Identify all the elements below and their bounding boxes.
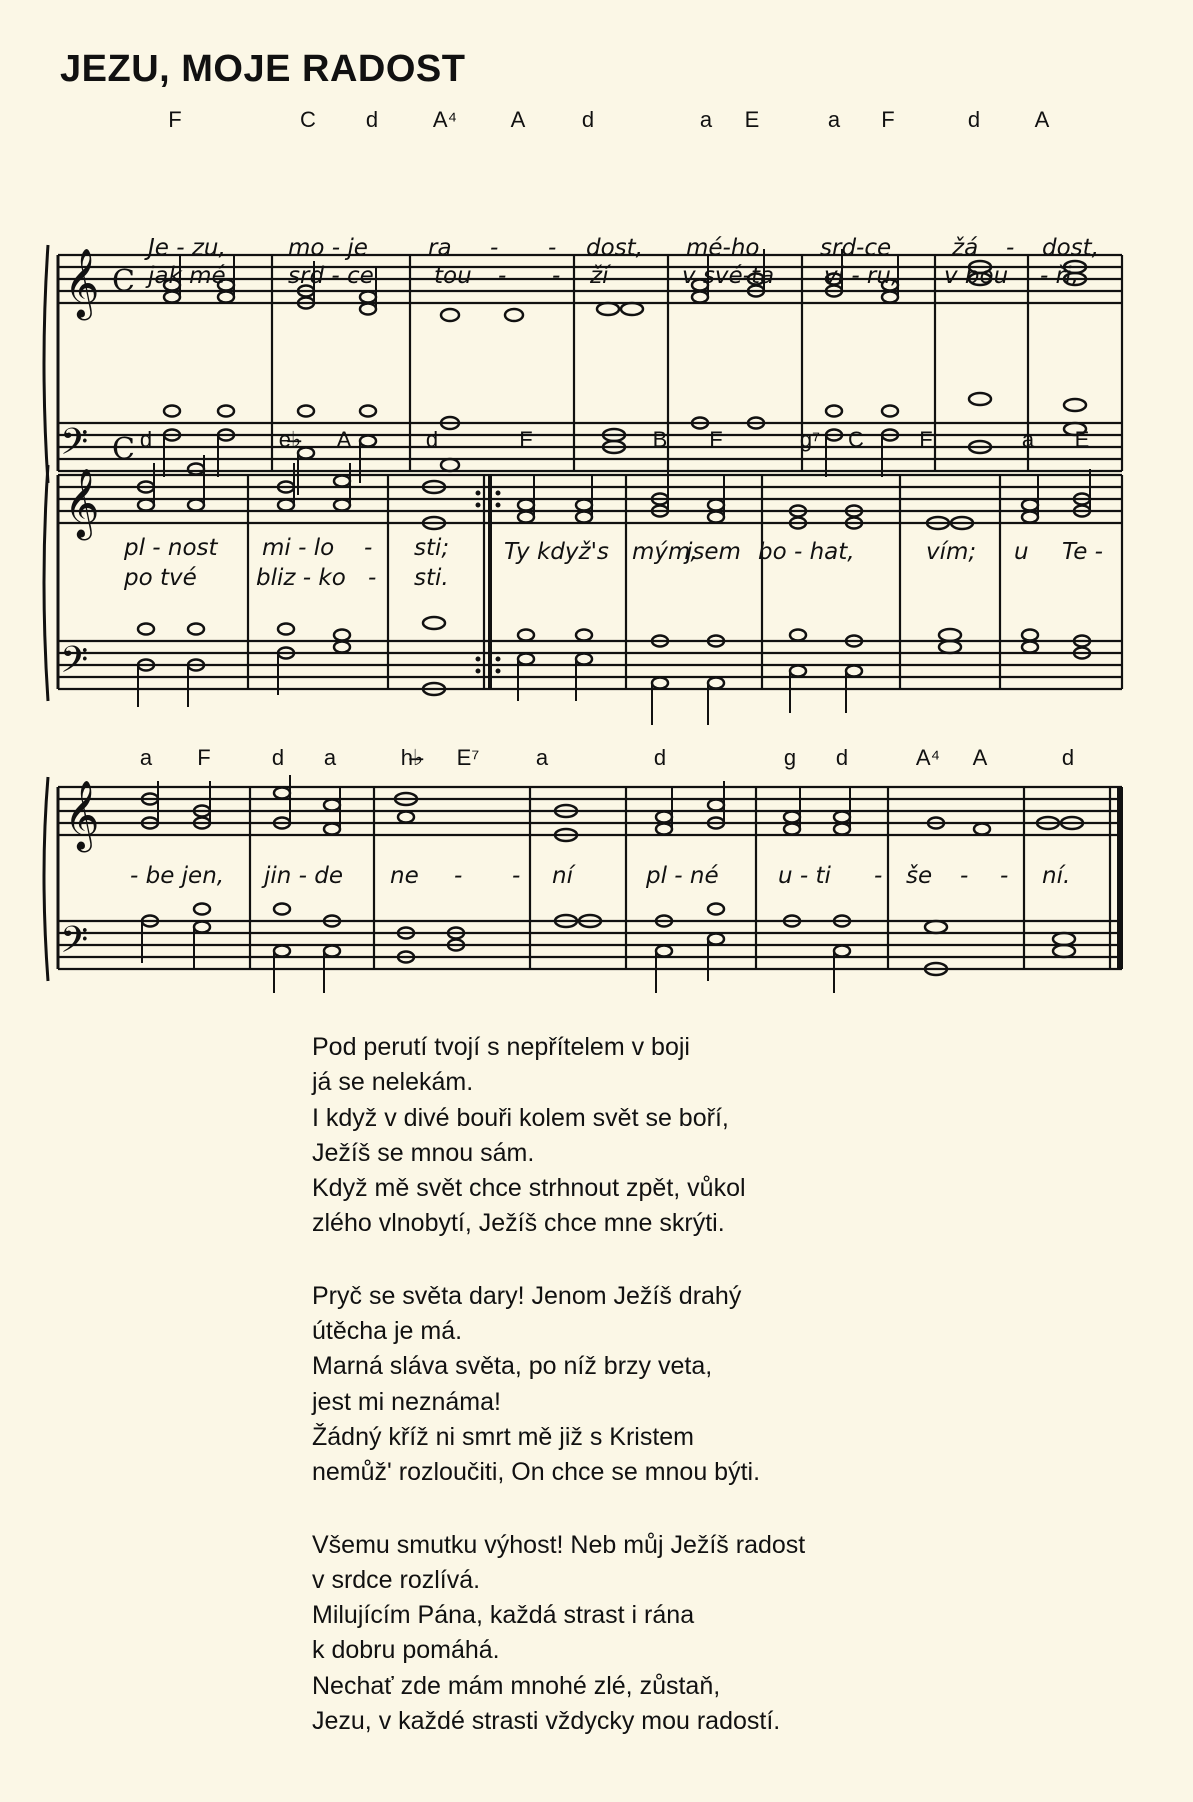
chord-symbol: C <box>300 107 316 132</box>
chord-symbol: a <box>535 745 549 770</box>
chord-symbol: a <box>827 107 841 132</box>
lyric-syllable: mým, <box>632 539 698 565</box>
lyric-syllable: dost, <box>1042 235 1099 261</box>
chord-symbol: h♭̶ <box>400 745 424 770</box>
music-system-3 <box>0 745 1193 1015</box>
lyric-syllable: - <box>364 535 373 561</box>
verse-line: Pod perutí tvojí s nepřítelem v boji <box>312 1033 690 1061</box>
chord-symbol: A <box>510 107 526 132</box>
lyric-syllable: Je - zu, <box>148 235 226 261</box>
verse-line: Marná sláva světa, po níž brzy veta, <box>312 1352 713 1381</box>
lyric-syllable: še <box>906 863 933 889</box>
verse-line: Milujícím Pána, každá strast i rána <box>312 1601 695 1630</box>
song-title: JEZU, MOJE RADOST <box>60 48 466 90</box>
chord-symbol: d <box>425 427 439 452</box>
verse-line: zlého vlnobytí, Ježíš chce mne skrýti. <box>312 1209 725 1238</box>
chord-symbol: a <box>323 745 337 770</box>
svg-text:𝄞: 𝄞 <box>64 780 100 850</box>
chord-symbol: C <box>848 427 864 452</box>
lyric-syllable: - <box>552 263 561 289</box>
lyric-syllable: - <box>498 263 507 289</box>
verse-line: Když mě svět chce strhnout zpět, vůkol <box>312 1174 746 1203</box>
svg-text:𝄞: 𝄞 <box>64 468 100 538</box>
chord-symbol: a <box>139 745 153 770</box>
svg-text:C: C <box>112 264 135 299</box>
chord-symbol: d <box>967 107 981 132</box>
verse-line: I když v divé bouři kolem svět se boří, <box>312 1103 729 1132</box>
lyric-syllable: v bou <box>944 263 1009 289</box>
lyric-syllable: srd - ce <box>288 263 374 289</box>
lyric-syllable: - <box>874 863 883 889</box>
lyric-syllable: - <box>1000 863 1009 889</box>
verse-line: jest mi neznáma! <box>312 1387 501 1416</box>
svg-text:𝄢: 𝄢 <box>60 421 89 472</box>
lyric-syllable: mi - lo <box>262 535 335 561</box>
lyric-syllable: - <box>1006 235 1015 261</box>
lyric-syllable: - <box>548 235 557 261</box>
verse-line: Všemu smutku výhost! Neb můj Ježíš radost <box>312 1530 806 1559</box>
lyric-syllable: jsem <box>686 539 741 565</box>
verse-line: Jezu, v každé strasti vždycky mou radostí. <box>312 1707 781 1736</box>
lyric-syllable: tou <box>434 263 472 289</box>
verse-line: Pryč se světa dary! Jenom Ježíš drahý <box>312 1281 742 1310</box>
music-system-2 <box>0 425 1193 705</box>
lyric-syllable: po tvé <box>124 565 197 591</box>
chord-symbol: d <box>139 427 153 452</box>
chord-symbol: g <box>783 745 797 770</box>
lyric-syllable: pl - né <box>646 863 719 889</box>
svg-text:𝄞: 𝄞 <box>64 248 100 318</box>
lyric-syllable: u <box>1014 539 1029 565</box>
lyric-syllable: bliz - ko <box>256 565 346 591</box>
chord-symbol: F <box>519 427 533 452</box>
chord-symbol: E <box>1074 427 1090 452</box>
lyric-syllable: vím; <box>926 539 977 565</box>
chord-symbol: F <box>168 107 182 132</box>
chord-symbol: a <box>699 107 713 132</box>
chord-symbol: d <box>835 745 849 770</box>
stanza-3 <box>312 1528 1012 1740</box>
verse-line: Ježíš se mnou sám. <box>312 1138 535 1167</box>
chord-symbol: A <box>1034 107 1050 132</box>
chord-symbol: B <box>652 427 668 452</box>
lyric-syllable: pl - nost <box>124 535 218 561</box>
verse-line: Žádný kříž ni smrt mě již s Kristem <box>312 1422 694 1451</box>
chord-symbol: A⁴ <box>915 745 941 770</box>
stanza-2 <box>312 1279 1012 1491</box>
lyric-syllable: vi - ru, <box>824 263 899 289</box>
verse-line: Nechať zde mám mnohé zlé, zůstaň, <box>312 1671 721 1700</box>
chord-symbol: F <box>709 427 723 452</box>
lyric-syllable: srd-ce <box>820 235 892 261</box>
lyric-syllable: Ty když's <box>504 539 609 565</box>
lyric-syllable: ra <box>428 235 452 261</box>
lyric-syllable: sti; <box>414 535 450 561</box>
chord-symbol: F <box>881 107 895 132</box>
lyric-syllable: žá <box>952 235 979 261</box>
stanza-1 <box>312 1030 1012 1242</box>
lyric-syllable: ne <box>390 863 419 889</box>
chord-symbol: d <box>1061 745 1075 770</box>
svg-text:𝄢: 𝄢 <box>60 919 89 970</box>
verse-line: v srdce rozlívá. <box>312 1565 481 1594</box>
chord-symbol: A⁴ <box>432 107 458 132</box>
lyric-syllable: mo - je <box>288 235 368 261</box>
chord-symbol: E <box>744 107 760 132</box>
lyric-syllable: u - ti <box>778 863 831 889</box>
verse-line: já se nelekám. <box>312 1068 474 1097</box>
lyric-syllable: Te - <box>1062 539 1103 565</box>
lyric-syllable: bo - hat, <box>758 539 855 565</box>
lyric-syllable: - <box>490 235 499 261</box>
verses-block <box>312 1030 1012 1776</box>
lyric-syllable: - <box>368 565 377 591</box>
lyric-syllable: jak mé <box>148 263 226 289</box>
lyric-syllable: ní. <box>1042 863 1071 889</box>
chord-symbol: d <box>581 107 595 132</box>
lyric-syllable: - be jen, <box>130 863 225 889</box>
lyric-syllable: ží <box>590 263 609 289</box>
chord-symbol: a <box>1021 427 1035 452</box>
lyric-syllable: mé-ho <box>686 235 760 261</box>
verse-line: útěcha je má. <box>312 1317 463 1346</box>
verse-line: nemůž' rozloučiti, On chce se mnou býti. <box>312 1458 761 1487</box>
lyric-syllable: sti. <box>414 565 449 591</box>
chord-symbol: A <box>336 427 352 452</box>
lyric-syllable: v své-ta <box>682 263 775 289</box>
verse-line: k dobru pomáhá. <box>312 1636 500 1665</box>
svg-text:𝄢: 𝄢 <box>60 639 89 690</box>
lyric-syllable: ní <box>552 863 573 889</box>
lyric-syllable: dost, <box>586 235 643 261</box>
svg-text:C: C <box>112 432 135 467</box>
chord-symbol: g⁷ <box>799 427 821 452</box>
chord-symbol: F <box>197 745 211 770</box>
chord-symbol: d <box>271 745 285 770</box>
lyric-syllable: - <box>512 863 521 889</box>
chord-symbol: d <box>653 745 667 770</box>
chord-symbol: d <box>365 107 379 132</box>
lyric-syllable: jin - de <box>264 863 344 889</box>
lyric-syllable: - <box>454 863 463 889</box>
lyric-syllable: - <box>960 863 969 889</box>
chord-symbol: F <box>919 427 933 452</box>
lyric-syllable: - ři, <box>1040 263 1079 289</box>
chord-symbol: E⁷ <box>456 745 480 770</box>
chord-symbol: A <box>972 745 988 770</box>
chord-symbol: e♭̶ <box>278 427 302 452</box>
